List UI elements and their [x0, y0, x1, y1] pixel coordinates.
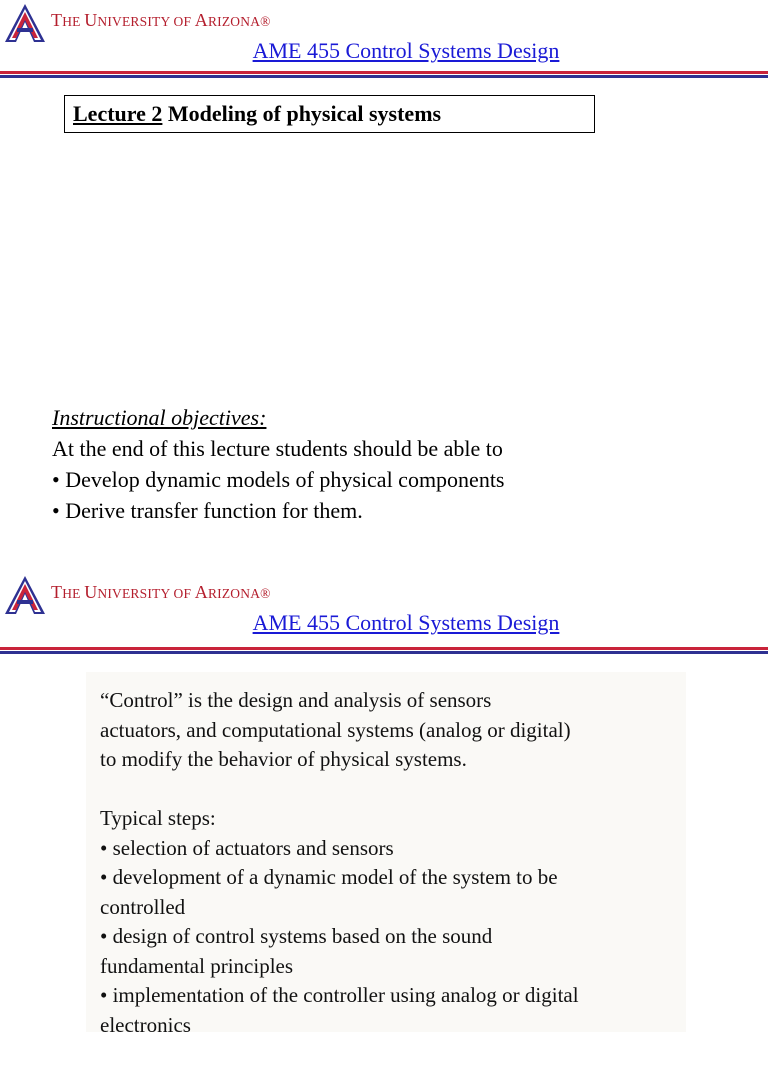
- course-title: AME 455 Control Systems Design: [252, 610, 560, 635]
- lecture-title: Modeling of physical systems: [162, 101, 442, 126]
- steps-heading: Typical steps:: [100, 806, 216, 830]
- step-line: fundamental principles: [100, 953, 294, 978]
- university-name: THE UNIVERSITY OF ARIZONA®: [51, 582, 271, 602]
- objectives-intro: At the end of this lecture students should be able to: [52, 436, 503, 461]
- definition-paragraph: [100, 686, 680, 775]
- step-line: • implementation of the controller using analog or digital: [100, 983, 579, 1007]
- instructional-objectives: [52, 402, 505, 526]
- step-line: electronics: [100, 1012, 191, 1037]
- lecture-title-box: [64, 95, 595, 133]
- objective-item: • Develop dynamic models of physical components: [52, 467, 505, 492]
- text-line: actuators, and computational systems (analog or digital): [100, 717, 571, 742]
- control-definition-text: [100, 686, 680, 1070]
- step-line: controlled: [100, 894, 186, 919]
- text-line: “Control” is the design and analysis of sensors: [100, 688, 492, 712]
- steps-paragraph: [100, 804, 680, 1040]
- step-line: • development of a dynamic model of the system to be: [100, 865, 558, 889]
- header-divider: [0, 647, 768, 654]
- step-line: • design of control systems based on the sound: [100, 924, 493, 948]
- text-line: to modify the behavior of physical systems.: [100, 747, 467, 771]
- lecture-number: Lecture 2: [73, 101, 163, 126]
- objectives-heading: Instructional objectives:: [52, 405, 267, 430]
- header-divider: [0, 71, 768, 78]
- course-title: AME 455 Control Systems Design: [252, 38, 560, 63]
- university-name: THE UNIVERSITY OF ARIZONA®: [51, 10, 271, 30]
- step-line: • selection of actuators and sensors: [100, 835, 394, 860]
- objective-item: • Derive transfer function for them.: [52, 498, 363, 523]
